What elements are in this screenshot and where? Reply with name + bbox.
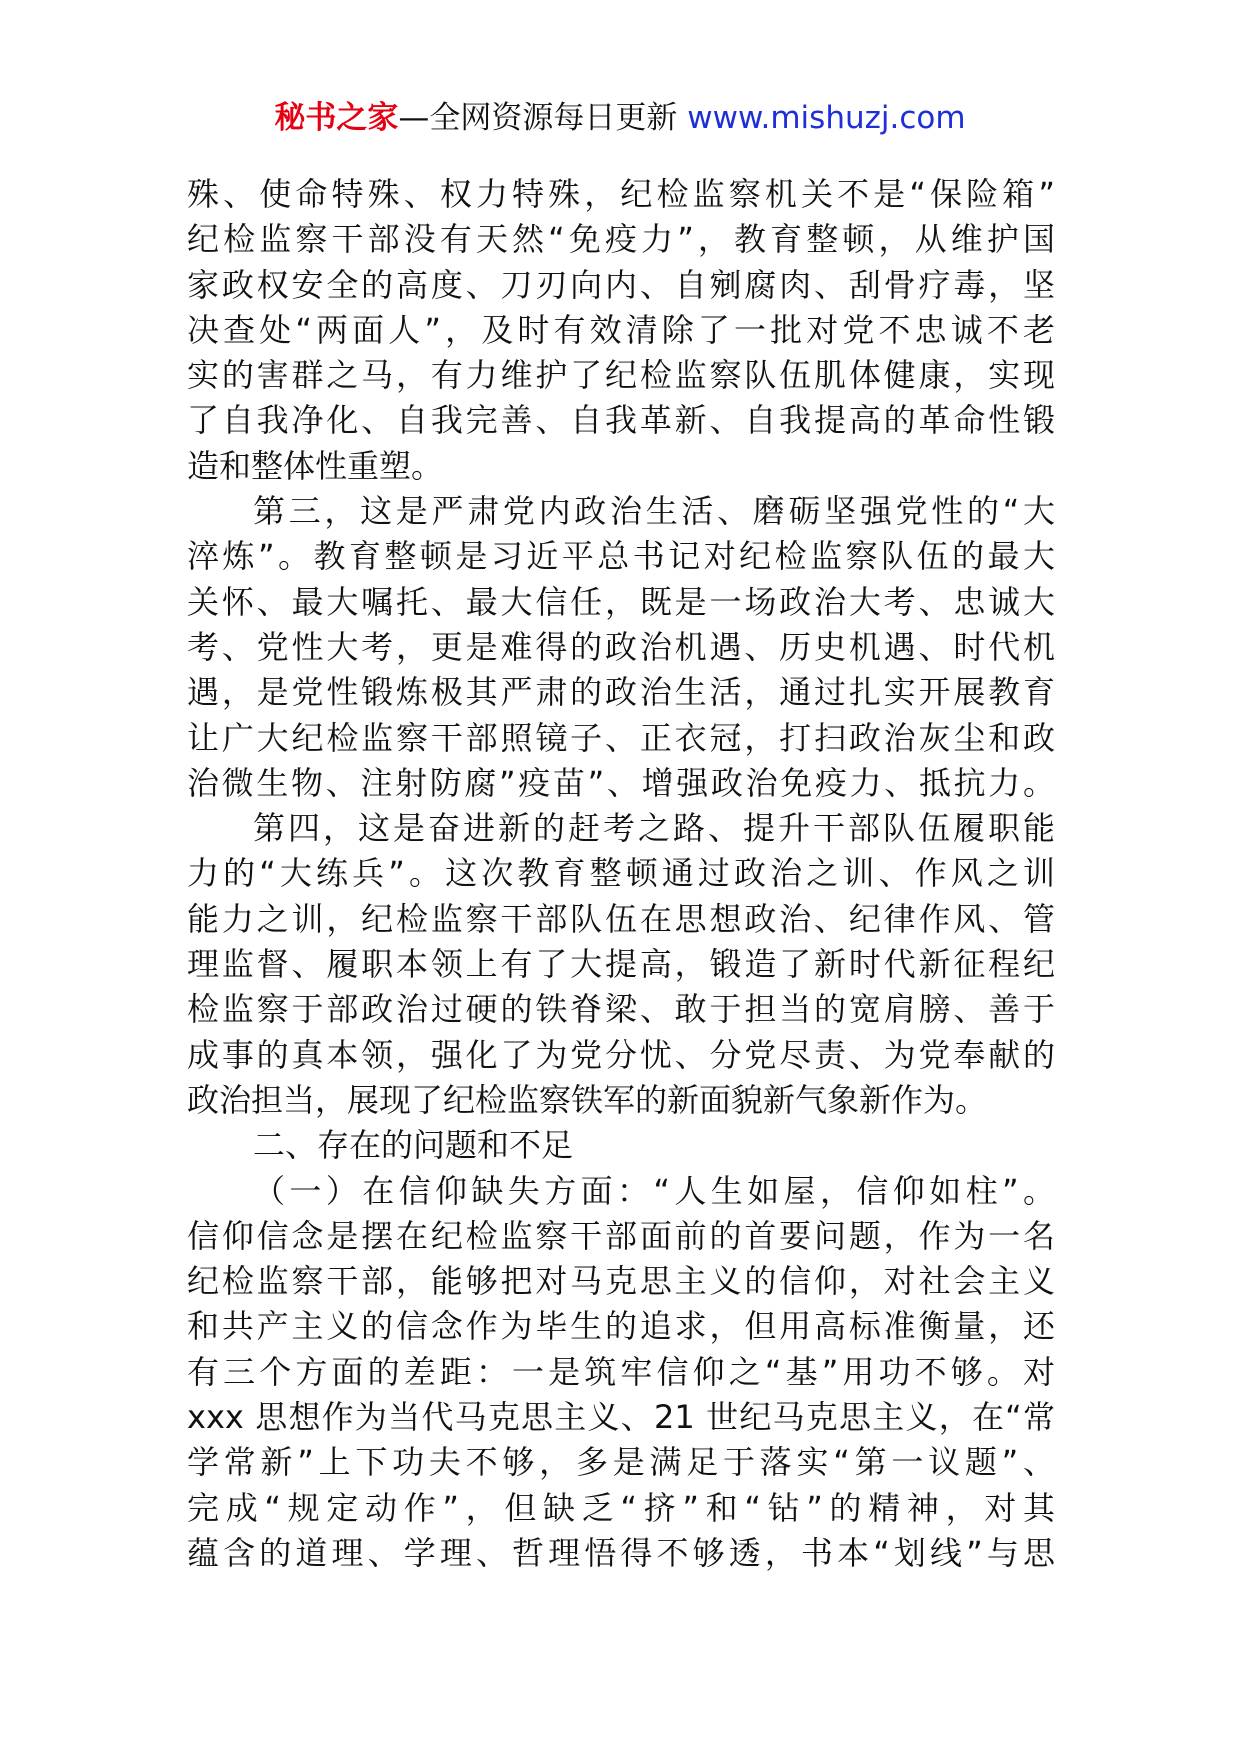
text-line: 殊、使命特殊、权力特殊，纪检监察机关不是“保险箱” xyxy=(187,175,1055,213)
text-line: 学常新”上下功夫不够，多是满足于落实“第一议题”、 xyxy=(187,1443,1055,1482)
website-link[interactable]: www.mishuzj.com xyxy=(687,100,966,136)
text-line: 理监督、履职本领上有了大提高，锻造了新时代新征程纪 xyxy=(187,945,1055,984)
document-body xyxy=(187,172,1055,1576)
text-line: 造和整体性重塑。 xyxy=(187,446,444,485)
text-line: 了自我净化、自我完善、自我革新、自我提高的革命性锻 xyxy=(187,401,1055,440)
text-line: xxx 思想作为当代马克思主义、21 世纪马克思主义，在“常 xyxy=(187,1398,1055,1437)
text-line: 蕴含的道理、学理、哲理悟得不够透，书本“划线”与思 xyxy=(187,1533,1055,1572)
text-line: 遇，是党性锻炼极其严肃的政治生活，通过扎实开展教育 xyxy=(187,673,1055,712)
text-line: 有三个方面的差距：一是筑牢信仰之“基”用功不够。对 xyxy=(187,1352,1055,1391)
text-line: 能力之训，纪检监察干部队伍在思想政治、纪律作风、管 xyxy=(187,899,1055,938)
text-line: 考、党性大考，更是难得的政治机遇、历史机遇、时代机 xyxy=(187,627,1055,666)
text-line: 决查处“两面人”，及时有效清除了一批对党不忠诚不老 xyxy=(187,310,1055,349)
text-line: 和共产主义的信念作为毕生的追求，但用高标准衡量，还 xyxy=(187,1307,1055,1346)
text-line: 治微生物、注射防腐”疫苗”、增强政治免疫力、抵抗力。 xyxy=(187,763,1055,802)
text-line: 实的害群之马，有力维护了纪检监察队伍肌体健康，实现 xyxy=(187,356,1055,395)
text-line: 纪检监察干部，能够把对马克思主义的信仰，对社会主义 xyxy=(187,1262,1055,1301)
text-line: 信仰信念是摆在纪检监察干部面前的首要问题，作为一名 xyxy=(187,1216,1055,1255)
text-line: 政治担当，展现了纪检监察铁军的新面貌新气象新作为。 xyxy=(187,1080,988,1119)
text-line: 家政权安全的高度、刀刃向内、自剜腐肉、刮骨疗毒，坚 xyxy=(187,265,1055,304)
text-line: 完成“规定动作”，但缺乏“挤”和“钻”的精神，对其 xyxy=(187,1488,1055,1527)
section-heading: 二、存在的问题和不足 xyxy=(253,1126,574,1165)
paragraph-first-line: 第四，这是奋进新的赶考之路、提升干部队伍履职能 xyxy=(253,809,1055,848)
text-line: 淬炼”。教育整顿是习近平总书记对纪检监察队伍的最大 xyxy=(187,537,1055,576)
text-line: 让广大纪检监察干部照镜子、正衣冠，打扫政治灰尘和政 xyxy=(187,718,1055,757)
header-tagline: —全网资源每日更新 xyxy=(398,100,678,136)
page-header xyxy=(0,98,1240,138)
text-line: 关怀、最大嘱托、最大信任，既是一场政治大考、忠诚大 xyxy=(187,582,1055,621)
paragraph-first-line: （一）在信仰缺失方面：“人生如屋，信仰如柱”。 xyxy=(253,1171,1055,1210)
paragraph-first-line: 第三，这是严肃党内政治生活、磨砺坚强党性的“大 xyxy=(253,492,1055,531)
brand-name: 秘书之家 xyxy=(274,100,399,136)
text-line: 纪检监察干部没有天然“免疫力”，教育整顿，从维护国 xyxy=(187,220,1055,259)
text-line: 检监察于部政治过硬的铁脊梁、敢于担当的宽肩膀、善于 xyxy=(187,990,1055,1029)
text-line: 力的“大练兵”。这次教育整顿通过政治之训、作风之训 xyxy=(187,854,1055,893)
text-line: 成事的真本领，强化了为党分忧、分党尽责、为党奉献的 xyxy=(187,1035,1055,1074)
